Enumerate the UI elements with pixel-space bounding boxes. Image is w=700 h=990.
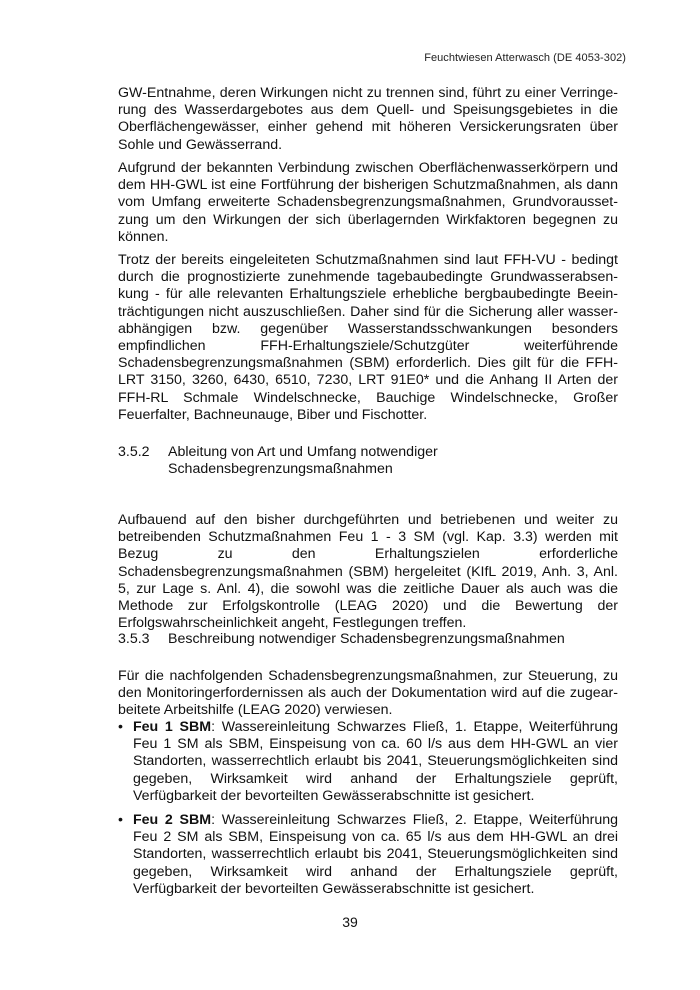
bullet-icon: • bbox=[118, 719, 123, 735]
paragraph-schutzmassnahmen: Trotz der bereits eingeleiteten Schutzmaßnahmen sind laut FFH-VU - bedingt durch die prognostizierte zunehmende tagebaubedingte Grundwasserabsenkung - für alle relevanten Erhaltungsziele erhebliche bergbaubedingte Beeinträchtigungen nicht auszuschließen. Daher sind für die Sicherung aller wasserabhängigen bzw. gegenüber Wasserstandsschwankungen besonders empfindlichen FFH-Erhaltungsziele/Schutzgüter weiterführende Schadensbegrenzungsmaßnahmen (SBM) erforderlich. Dies gilt für die FFH-LRT 3150, 3260, 6430, 6510, 7230, LRT 91E0* und die Anhang II Arten der FFH-RL Schmale Windelschnecke, Bauchige Windelschnecke, Großer Feuerfalter, Bachneunauge, Biber und Fischotter. bbox=[118, 252, 618, 423]
section-title: Beschreibung notwendiger Schadensbegrenzungsmaßnahmen bbox=[168, 631, 565, 647]
paragraph-gw-entnahme: GW-Entnahme, deren Wirkungen nicht zu trennen sind, führt zu einer Verringerung des Wasserdargebotes aus dem Quell- und Speisungsgebietes in die Oberflächengewässer, einher gehend mit höheren Versickerungsraten über Sohle und Gewässerrand. bbox=[118, 85, 618, 153]
running-header: Feuchtwiesen Atterwasch (DE 4053-302) bbox=[424, 52, 626, 64]
list-item bbox=[118, 719, 618, 805]
measure-description: : Wassereinleitung Schwarzes Fließ, 1. Etappe, Weiterführung Feu 1 SM als SBM, Einspeisung von ca. 60 l/s aus dem HH-GWL an vier Standorten, wasserrechtlich erlaubt bis 2041, Steuerungsmöglichkeiten sind gegeben, Wirksamkeit wird anhand der Erhaltungsziele geprüft, Verfügbarkeit der bevorteilten Gewässerabschnitte ist gesichert. bbox=[133, 719, 618, 804]
section-title: Ableitung von Art und Umfang notwendiger Schadensbegrenzungsmaßnahmen bbox=[168, 444, 438, 478]
page-number: 39 bbox=[342, 914, 358, 930]
measure-description: : Wassereinleitung Schwarzes Fließ, 2. Etappe, Weiterführung Feu 2 SM als SBM, Einspeisung von ca. 65 l/s aus dem HH-GWL an drei Standorten, wasserrechtlich erlaubt bis 2041, Steuerungsmöglichkeiten sind gegeben, Wirksamkeit wird anhand der Erhaltungsziele geprüft, Verfügbarkeit der bevorteilten Gewässerabschnitte ist gesichert. bbox=[133, 812, 618, 897]
measure-code: Feu 2 SBM bbox=[133, 812, 212, 828]
measure-code: Feu 1 SBM bbox=[133, 719, 212, 735]
section-heading-3-5-3 bbox=[118, 631, 618, 648]
paragraph-intro: Für die nachfolgenden Schadensbegrenzungsmaßnahmen, zur Steuerung, zu den Monitoringerfordernissen als auch der Dokumentation wird auf die zugearbeitete Arbeitshilfe (LEAG 2020) verwiesen. bbox=[118, 668, 618, 719]
section-number: 3.5.2 bbox=[118, 444, 150, 460]
paragraph-verbindung: Aufgrund der bekannten Verbindung zwischen Oberflächenwasserkörpern und dem HH-GWL ist eine Fortführung der bisherigen Schutzmaßnahmen, als dann vom Umfang erweiterte Schadensbegrenzungsmaßnahmen, Grundvoraussetzung um den Wirkungen der sich überlagernden Wirkfaktoren begegnen zu können. bbox=[118, 160, 618, 245]
section-heading-3-5-2 bbox=[118, 444, 618, 478]
section-number: 3.5.3 bbox=[118, 631, 150, 647]
paragraph-ableitung: Aufbauend auf den bisher durchgeführten und betriebenen und weiter zu betreibenden Schutzmaßnahmen Feu 1 - 3 SM (vgl. Kap. 3.3) werden mit Bezug zu den Erhaltungszielen erforderliche Schadensbegrenzungsmaßnahmen (SBM) hergeleitet (KIfL 2019, Anh. 3, Anl. 5, zur Lage s. Anl. 4), die sowohl was die zeitliche Dauer als auch was die Methode zur Erfolgskontrolle (LEAG 2020) und die Bewertung der Erfolgswahrscheinlichkeit angeht, Festlegungen treffen. bbox=[118, 512, 618, 632]
bullet-icon: • bbox=[118, 812, 123, 828]
list-item bbox=[118, 812, 618, 898]
